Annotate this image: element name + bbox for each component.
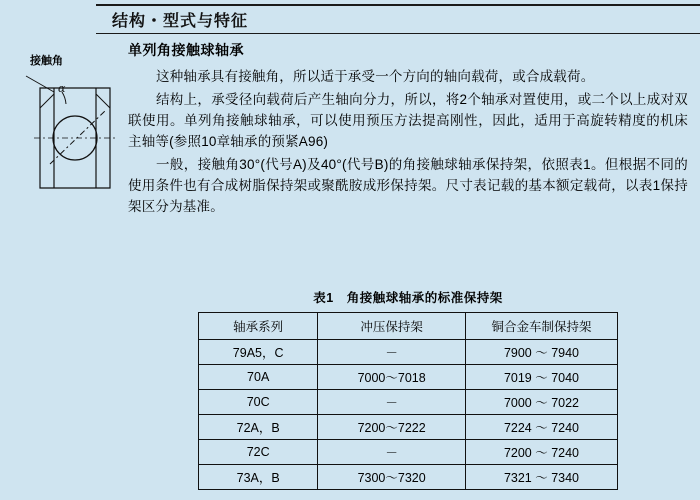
cell-machined-cage: 7224 ～ 7240 (465, 415, 617, 440)
cell-series: 73A，B (199, 465, 318, 490)
table-row (199, 340, 618, 365)
page-header (0, 0, 700, 34)
paragraph-2: 结构上，承受径向载荷后产生轴向分力，所以，将2个轴承对置使用，或二个以上成对双联使用。单列角接触球轴承，可以使用预压方法提高刚性，因此，适用于高旋转精度的机床主轴等(参照10章轴承的预紧A96) (128, 92, 688, 149)
spec-table-block (128, 288, 688, 490)
page-title: 结构・型式与特征 (112, 13, 249, 30)
paragraph-3: 一般，接触角30°(代号A)及40°(代号B)的角接触球轴承保持架，依照表1。但根据不同的使用条件也有合成树脂保持架或聚酰胺成形保持架。尺寸表记载的基本额定载荷，以表1保持架区分为基准。 (128, 157, 688, 214)
bearing-cross-section-figure (10, 52, 130, 202)
table-row (199, 390, 618, 415)
column-header-series: 轴承系列 (199, 313, 318, 340)
cell-pressed-cage: 7300～7320 (318, 465, 466, 490)
article-body (128, 40, 688, 219)
table-header-row (199, 313, 618, 340)
table-row (199, 415, 618, 440)
cell-machined-cage: 7019 ～ 7040 (465, 365, 617, 390)
contact-angle-label: 接触角 (30, 55, 63, 67)
cell-pressed-cage: － (318, 440, 466, 465)
bearing-diagram-icon (10, 70, 130, 202)
cell-series: 79A5，C (199, 340, 318, 365)
table-row (199, 465, 618, 490)
table-caption: 表1 角接触球轴承的标准保持架 (313, 291, 503, 305)
cell-machined-cage: 7321 ～ 7340 (465, 465, 617, 490)
paragraph-1: 这种轴承具有接触角，所以适于承受一个方向的轴向载荷，或合成载荷。 (156, 69, 595, 84)
cell-series: 72A，B (199, 415, 318, 440)
cell-series: 70C (199, 390, 318, 415)
cell-pressed-cage: － (318, 340, 466, 365)
table-row (199, 440, 618, 465)
cell-machined-cage: 7200 ～ 7240 (465, 440, 617, 465)
section-subheading: 单列角接触球轴承 (128, 42, 244, 58)
svg-text:α: α (58, 82, 66, 95)
cell-series: 70A (199, 365, 318, 390)
header-top-rule (96, 4, 700, 6)
header-bottom-rule (96, 33, 700, 34)
retainer-spec-table (198, 312, 618, 490)
column-header-machined-cage: 铜合金车制保持架 (465, 313, 617, 340)
cell-pressed-cage: 7200～7222 (318, 415, 466, 440)
table-row (199, 365, 618, 390)
cell-machined-cage: 7900 ～ 7940 (465, 340, 617, 365)
column-header-pressed-cage: 冲压保持架 (318, 313, 466, 340)
cell-pressed-cage: 7000～7018 (318, 365, 466, 390)
cell-machined-cage: 7000 ～ 7022 (465, 390, 617, 415)
cell-pressed-cage: － (318, 390, 466, 415)
cell-series: 72C (199, 440, 318, 465)
